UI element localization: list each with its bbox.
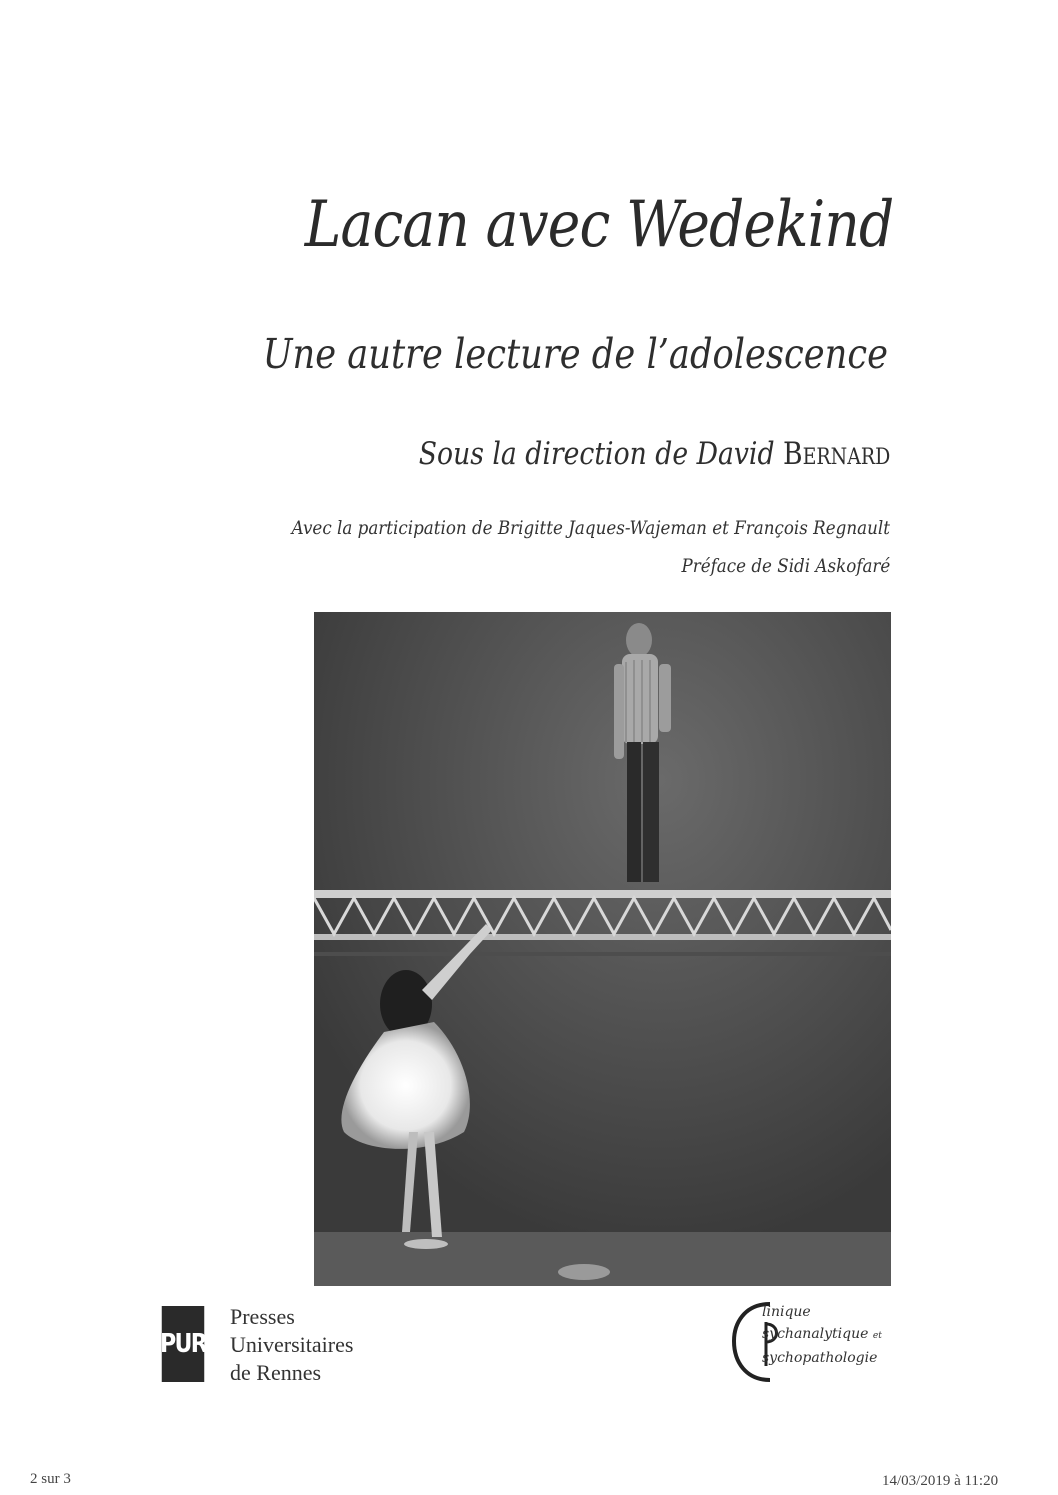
cover-photo xyxy=(314,612,891,1286)
stage-floor xyxy=(314,1232,891,1286)
collection-conjunction: et xyxy=(872,1331,882,1341)
floor-prop xyxy=(558,1264,610,1280)
preface-line: Préface de Sidi Askofaré xyxy=(681,555,890,577)
publisher-name-line: Presses xyxy=(230,1304,295,1329)
editor-surname: Bernard xyxy=(782,436,890,472)
collection-name xyxy=(762,1301,882,1369)
book-title: Lacan avec Wedekind xyxy=(304,188,893,262)
collection-line: sychanalytique xyxy=(762,1326,869,1342)
book-subtitle: Une autre lecture de l’adolescence xyxy=(262,330,888,378)
collection-line-2 xyxy=(762,1323,882,1347)
publisher-name-line: de Rennes xyxy=(230,1360,322,1385)
collection-line: linique xyxy=(762,1304,811,1320)
publisher-name xyxy=(230,1303,353,1387)
editor-line xyxy=(418,436,890,472)
publisher-logo: PUR xyxy=(162,1306,205,1382)
print-timestamp: 14/03/2019 à 11:20 xyxy=(882,1473,999,1489)
publisher-name-line: Universitaires xyxy=(230,1332,354,1357)
participation-line: Avec la participation de Brigitte Jaques-Wajeman et François Regnault xyxy=(291,517,890,539)
editor-prefix: Sous la direction de David xyxy=(418,436,775,472)
stage-background xyxy=(314,612,891,1286)
page-counter: 2 sur 3 xyxy=(30,1471,71,1487)
collection-line: sychopathologie xyxy=(762,1350,878,1366)
